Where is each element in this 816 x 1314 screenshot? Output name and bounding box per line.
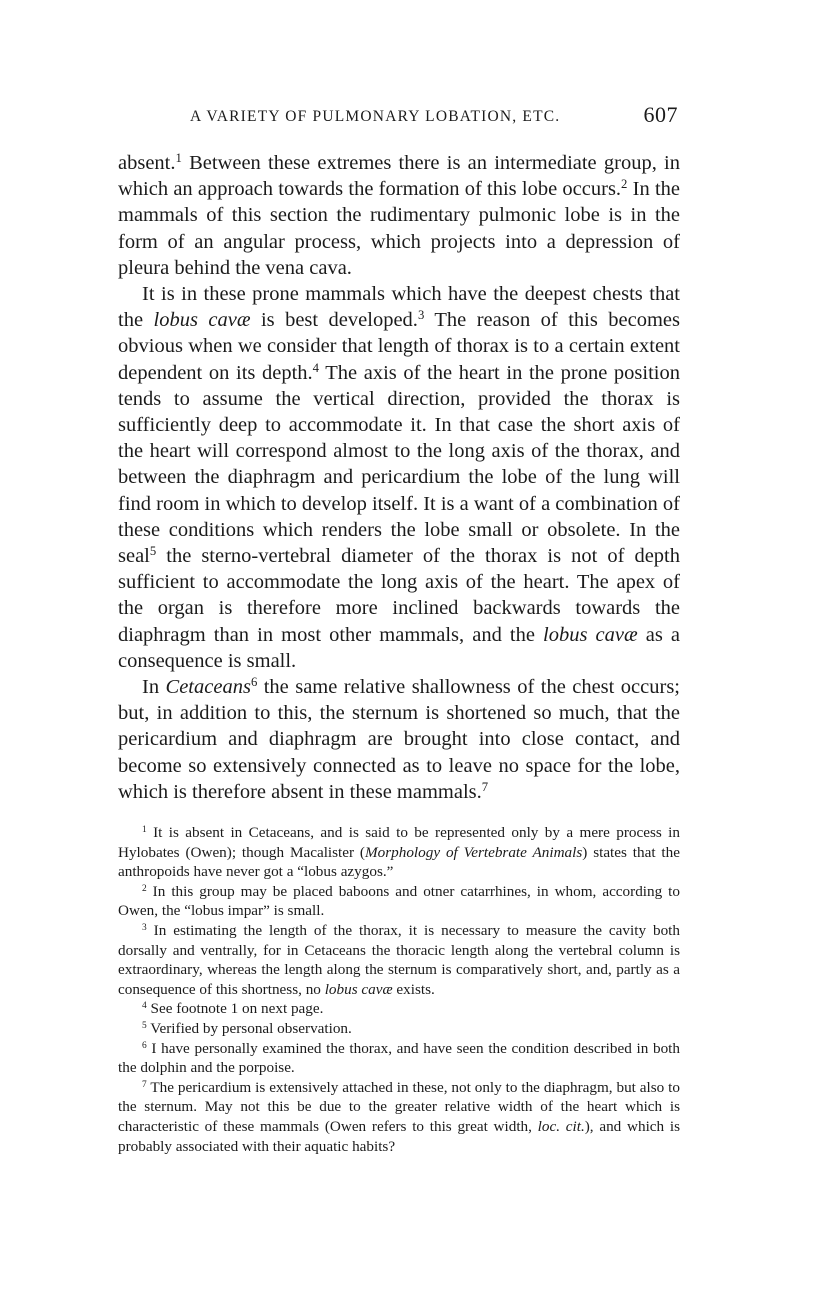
footnote-2 <box>118 882 680 921</box>
text-run: In <box>142 676 166 699</box>
text-run: I have personally examined the thorax, and have seen the condition described in both the dolphin and the porpoise. <box>118 1039 680 1077</box>
body-text <box>118 150 680 805</box>
text-run: ) states that the anthropoids have never got a “lobus azygos.” <box>118 843 680 881</box>
footnote-number: 3 <box>142 922 147 933</box>
italic-term: Cetaceans <box>165 676 251 699</box>
text-run: It is absent in Cetaceans, and is said to be represented only by a mere process in Hylobates (Owen); though Macalister ( <box>118 824 680 861</box>
footnote-7 <box>118 1078 680 1156</box>
text-run: ), and which is probably associated with their aquatic habits? <box>118 1117 681 1155</box>
footnote-ref-6: 6 <box>250 675 258 690</box>
text-run: The reason of this becomes obvious when we consider that length of thorax is to a certain extent dependent on its depth. <box>118 309 680 384</box>
text-run: In this group may be placed baboons and otner catarrhines, in whom, according to Owen, the “lobus impar” is small. <box>118 882 680 920</box>
text-run: exists. <box>392 980 435 998</box>
footnotes <box>118 823 680 1156</box>
text-run: absent. <box>118 152 176 174</box>
text-run: In the mammals of this section the rudimentary pulmonic lobe is in the form of an angular process, which projects into a depression of pleura behind the vena cava. <box>118 178 680 279</box>
footnote-number: 4 <box>142 1001 147 1012</box>
footnote-ref-3: 3 <box>417 308 425 323</box>
text-run: In estimating the length of the thorax, it is necessary to measure the cavity both dorsally and ventrally, for in Cetaceans the thoracic length along the vertebral column is extraordinary, whereas the length along the sternum is comparatively short, and, partly as a consequence of this shortness, no <box>118 921 680 998</box>
footnote-number: 7 <box>142 1079 147 1090</box>
footnote-number: 5 <box>142 1020 147 1031</box>
footnote-number: 1 <box>142 824 147 835</box>
footnote-1 <box>118 823 680 882</box>
text-run: is best developed. <box>250 309 418 332</box>
text-run: as a consequence is small. <box>118 623 681 672</box>
text-run: Verified by personal observation. <box>146 1019 352 1037</box>
paragraph-3 <box>118 674 680 805</box>
text-run: The axis of the heart in the prone position tends to assume the vertical direction, provided the thorax is sufficiently deep to accommodate it. In that case the short axis of the heart will correspond almost to the long axis of the thorax, and between the diaphragm and pericardium the lobe of the lung will find room in which to develop itself. It is a want of a combination of these conditions which renders the lobe small or obsolete. In the seal <box>118 361 680 568</box>
italic-term: loc. cit. <box>537 1117 585 1135</box>
italic-title: Morphology of Vertebrate Animals <box>365 843 583 861</box>
text-run: It is in these prone mammals which have the deepest chests that the <box>118 283 680 332</box>
italic-term: lobus cavæ <box>324 980 393 998</box>
text-run: the same relative shallowness of the chest occurs; but, in addition to this, the sternum is shortened so much, that the pericardium and diaphragm are brought into close contact, and become so extensively connected as to leave no space for the lobe, which is therefore absent in these mammals. <box>118 676 680 803</box>
running-title: A VARIETY OF PULMONARY LOBATION, ETC. <box>190 108 561 125</box>
text-run: the sterno-vertebral diameter of the thorax is not of depth sufficient to accommodate the long axis of the heart. The apex of the organ is therefore more inclined backwards towards the diaphragm than in most other mammals, and the <box>118 545 680 646</box>
footnote-4 <box>118 999 680 1019</box>
paragraph-2 <box>118 281 680 674</box>
footnote-3 <box>118 921 680 999</box>
text-run: Between these extremes there is an intermediate group, in which an approach towards the formation of this lobe occurs. <box>118 152 680 201</box>
footnote-number: 6 <box>142 1040 147 1051</box>
footnote-number: 2 <box>142 883 147 894</box>
footnote-ref-5: 5 <box>149 544 157 559</box>
italic-term: lobus cavæ <box>153 309 251 332</box>
footnote-6 <box>118 1039 680 1078</box>
italic-term: lobus cavæ <box>543 623 638 646</box>
footnote-ref-7: 7 <box>481 779 489 794</box>
text-run: See footnote 1 on next page. <box>146 1000 324 1018</box>
running-header <box>118 100 680 134</box>
footnote-5 <box>118 1019 680 1039</box>
page-number: 607 <box>643 102 678 127</box>
footnote-ref-2: 2 <box>621 177 628 192</box>
footnote-ref-4: 4 <box>312 360 320 375</box>
text-run: The pericardium is extensively attached in these, not only to the diaphragm, but also to the sternum. May not this be due to the greater relative width of the heart which is characteristic of these mammals (Owen refers to this great width, <box>118 1078 680 1135</box>
footnote-ref-1: 1 <box>175 151 182 166</box>
paragraph-1 <box>118 150 680 281</box>
